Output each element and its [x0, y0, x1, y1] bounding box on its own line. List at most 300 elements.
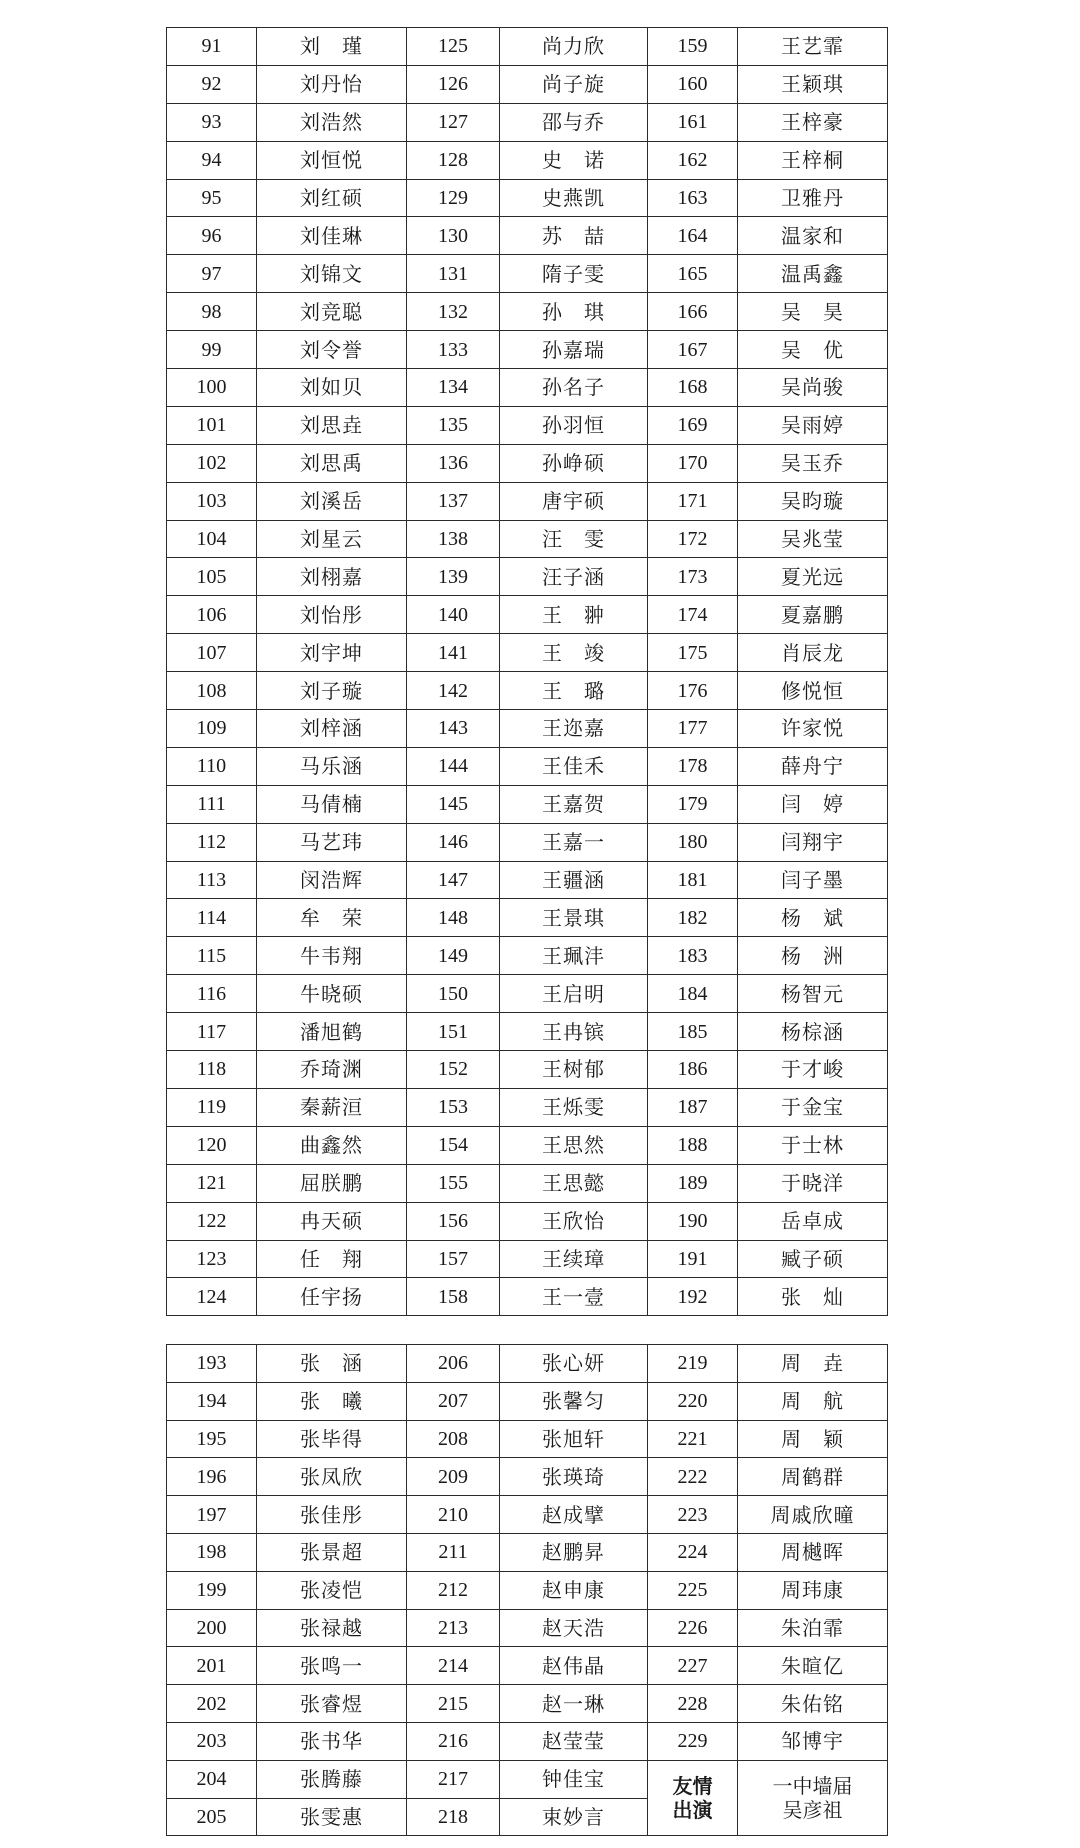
entry-number: 164 — [648, 217, 738, 255]
roster-table-2 — [166, 1344, 888, 1836]
entry-number: 142 — [407, 672, 500, 710]
entry-name: 臧子硕 — [738, 1240, 888, 1278]
entry-name: 苏 喆 — [500, 217, 648, 255]
table-row — [167, 1013, 888, 1051]
entry-number: 98 — [167, 293, 257, 331]
entry-name: 王烁雯 — [500, 1088, 648, 1126]
entry-name: 薛舟宁 — [738, 747, 888, 785]
entry-name: 于晓洋 — [738, 1164, 888, 1202]
guest-appearance-note-line: 一中墙届 — [772, 1774, 853, 1799]
entry-number: 100 — [167, 369, 257, 407]
entry-number: 177 — [648, 710, 738, 748]
entry-name: 修悦恒 — [738, 672, 888, 710]
table-row — [167, 1685, 888, 1723]
entry-name: 肖辰龙 — [738, 634, 888, 672]
entry-name: 刘佳琳 — [257, 217, 407, 255]
table-row — [167, 406, 888, 444]
entry-number: 155 — [407, 1164, 500, 1202]
entry-name: 周樾晖 — [738, 1533, 888, 1571]
entry-name: 王迩嘉 — [500, 710, 648, 748]
entry-number: 129 — [407, 179, 500, 217]
entry-number: 202 — [167, 1685, 257, 1723]
entry-number: 227 — [648, 1647, 738, 1685]
entry-number: 174 — [648, 596, 738, 634]
entry-name: 张凌恺 — [257, 1571, 407, 1609]
entry-name: 赵鹏昇 — [500, 1533, 648, 1571]
table-row — [167, 710, 888, 748]
entry-number: 162 — [648, 141, 738, 179]
entry-number: 119 — [167, 1088, 257, 1126]
entry-name: 屈朕鹏 — [257, 1164, 407, 1202]
entry-number: 173 — [648, 558, 738, 596]
table-row — [167, 747, 888, 785]
entry-name: 张佳彤 — [257, 1496, 407, 1534]
entry-number: 111 — [167, 785, 257, 823]
entry-name: 赵一琳 — [500, 1685, 648, 1723]
entry-number: 125 — [407, 28, 500, 66]
entry-number: 209 — [407, 1458, 500, 1496]
entry-number: 165 — [648, 255, 738, 293]
entry-name: 朱泊霏 — [738, 1609, 888, 1647]
entry-number: 160 — [648, 65, 738, 103]
entry-name: 牛韦翔 — [257, 937, 407, 975]
guest-appearance-label-line: 出演 — [672, 1798, 713, 1823]
entry-number: 124 — [167, 1278, 257, 1316]
table-row — [167, 899, 888, 937]
table-row — [167, 1126, 888, 1164]
entry-name: 唐宇硕 — [500, 482, 648, 520]
entry-number: 176 — [648, 672, 738, 710]
entry-number: 175 — [648, 634, 738, 672]
entry-number: 102 — [167, 444, 257, 482]
entry-number: 211 — [407, 1533, 500, 1571]
entry-number: 178 — [648, 747, 738, 785]
entry-number: 150 — [407, 975, 500, 1013]
table-row — [167, 975, 888, 1013]
entry-name: 杨 洲 — [738, 937, 888, 975]
entry-number: 182 — [648, 899, 738, 937]
entry-number: 121 — [167, 1164, 257, 1202]
table-row — [167, 1240, 888, 1278]
entry-number: 186 — [648, 1051, 738, 1089]
entry-number: 228 — [648, 1685, 738, 1723]
entry-name: 于才峻 — [738, 1051, 888, 1089]
entry-number: 159 — [648, 28, 738, 66]
entry-number: 201 — [167, 1647, 257, 1685]
entry-name: 尚子旋 — [500, 65, 648, 103]
entry-number: 116 — [167, 975, 257, 1013]
entry-name: 刘思禹 — [257, 444, 407, 482]
entry-name: 邹博宇 — [738, 1722, 888, 1760]
entry-name: 许家悦 — [738, 710, 888, 748]
entry-number: 127 — [407, 103, 500, 141]
entry-name: 周 颖 — [738, 1420, 888, 1458]
table-row — [167, 255, 888, 293]
entry-name: 刘红硕 — [257, 179, 407, 217]
entry-number: 105 — [167, 558, 257, 596]
entry-name: 王疆涵 — [500, 861, 648, 899]
entry-number: 132 — [407, 293, 500, 331]
entry-name: 马倩楠 — [257, 785, 407, 823]
entry-number: 153 — [407, 1088, 500, 1126]
entry-name: 闵浩辉 — [257, 861, 407, 899]
entry-name: 周玮康 — [738, 1571, 888, 1609]
entry-name: 马乐涵 — [257, 747, 407, 785]
table-row — [167, 1647, 888, 1685]
entry-name: 温家和 — [738, 217, 888, 255]
entry-number: 131 — [407, 255, 500, 293]
entry-name: 刘锦文 — [257, 255, 407, 293]
entry-number: 213 — [407, 1609, 500, 1647]
entry-number: 137 — [407, 482, 500, 520]
entry-number: 195 — [167, 1420, 257, 1458]
entry-number: 163 — [648, 179, 738, 217]
table-row — [167, 1533, 888, 1571]
table-row — [167, 1051, 888, 1089]
entry-name: 张 灿 — [738, 1278, 888, 1316]
entry-number: 110 — [167, 747, 257, 785]
entry-number: 218 — [407, 1798, 500, 1836]
entry-name: 闫 婷 — [738, 785, 888, 823]
entry-number: 229 — [648, 1722, 738, 1760]
guest-appearance-label-line: 友情 — [672, 1774, 713, 1799]
table-row — [167, 331, 888, 369]
entry-number: 91 — [167, 28, 257, 66]
entry-name: 王思懿 — [500, 1164, 648, 1202]
entry-name: 于士林 — [738, 1126, 888, 1164]
entry-name: 束妙言 — [500, 1798, 648, 1836]
entry-name: 刘溪岳 — [257, 482, 407, 520]
entry-number: 224 — [648, 1533, 738, 1571]
table-row — [167, 28, 888, 66]
entry-number: 184 — [648, 975, 738, 1013]
table-row — [167, 482, 888, 520]
entry-name: 王景琪 — [500, 899, 648, 937]
entry-name: 曲鑫然 — [257, 1126, 407, 1164]
entry-number: 208 — [407, 1420, 500, 1458]
table-row — [167, 444, 888, 482]
entry-name: 王嘉贺 — [500, 785, 648, 823]
entry-name: 刘如贝 — [257, 369, 407, 407]
table-row — [167, 179, 888, 217]
entry-name: 周 垚 — [738, 1345, 888, 1383]
roster-table-1-body — [167, 28, 888, 1316]
table-row — [167, 823, 888, 861]
entry-number: 179 — [648, 785, 738, 823]
entry-name: 张禄越 — [257, 1609, 407, 1647]
table-row — [167, 141, 888, 179]
entry-number: 171 — [648, 482, 738, 520]
entry-number: 117 — [167, 1013, 257, 1051]
entry-number: 148 — [407, 899, 500, 937]
table-row — [167, 596, 888, 634]
entry-number: 138 — [407, 520, 500, 558]
table-row — [167, 1496, 888, 1534]
entry-number: 172 — [648, 520, 738, 558]
entry-name: 尚力欣 — [500, 28, 648, 66]
entry-number: 187 — [648, 1088, 738, 1126]
entry-name: 卫雅丹 — [738, 179, 888, 217]
entry-number: 94 — [167, 141, 257, 179]
entry-name: 钟佳宝 — [500, 1760, 648, 1798]
entry-name: 冉天硕 — [257, 1202, 407, 1240]
entry-number: 183 — [648, 937, 738, 975]
entry-name: 牛晓硕 — [257, 975, 407, 1013]
entry-name: 张 涵 — [257, 1345, 407, 1383]
entry-name: 张腾藤 — [257, 1760, 407, 1798]
entry-number: 206 — [407, 1345, 500, 1383]
entry-number: 92 — [167, 65, 257, 103]
entry-number: 214 — [407, 1647, 500, 1685]
entry-name: 王思然 — [500, 1126, 648, 1164]
table-row — [167, 1760, 888, 1798]
table-row — [167, 369, 888, 407]
entry-name: 张雯惠 — [257, 1798, 407, 1836]
entry-number: 222 — [648, 1458, 738, 1496]
entry-number: 216 — [407, 1722, 500, 1760]
entry-number: 181 — [648, 861, 738, 899]
entry-name: 吴昀璇 — [738, 482, 888, 520]
entry-number: 141 — [407, 634, 500, 672]
entry-number: 200 — [167, 1609, 257, 1647]
entry-name: 刘令誉 — [257, 331, 407, 369]
entry-number: 113 — [167, 861, 257, 899]
entry-number: 215 — [407, 1685, 500, 1723]
entry-name: 刘思垚 — [257, 406, 407, 444]
entry-number: 135 — [407, 406, 500, 444]
entry-number: 140 — [407, 596, 500, 634]
entry-number: 191 — [648, 1240, 738, 1278]
entry-number: 136 — [407, 444, 500, 482]
entry-name: 秦薪洹 — [257, 1088, 407, 1126]
entry-name: 王 璐 — [500, 672, 648, 710]
entry-number: 157 — [407, 1240, 500, 1278]
entry-name: 刘栩嘉 — [257, 558, 407, 596]
entry-number: 133 — [407, 331, 500, 369]
entry-name: 汪 雯 — [500, 520, 648, 558]
entry-number: 188 — [648, 1126, 738, 1164]
entry-number: 217 — [407, 1760, 500, 1798]
entry-number: 103 — [167, 482, 257, 520]
entry-number: 204 — [167, 1760, 257, 1798]
entry-name: 朱暄亿 — [738, 1647, 888, 1685]
entry-number: 199 — [167, 1571, 257, 1609]
table-row — [167, 1278, 888, 1316]
entry-name: 杨 斌 — [738, 899, 888, 937]
entry-name: 张馨匀 — [500, 1382, 648, 1420]
entry-number: 96 — [167, 217, 257, 255]
entry-number: 143 — [407, 710, 500, 748]
entry-name: 张 曦 — [257, 1382, 407, 1420]
entry-number: 223 — [648, 1496, 738, 1534]
entry-name: 刘子璇 — [257, 672, 407, 710]
roster-table-1 — [166, 27, 888, 1316]
entry-number: 192 — [648, 1278, 738, 1316]
entry-number: 167 — [648, 331, 738, 369]
entry-name: 王冉镔 — [500, 1013, 648, 1051]
entry-name: 张景超 — [257, 1533, 407, 1571]
table-row — [167, 293, 888, 331]
table-row — [167, 1088, 888, 1126]
entry-number: 139 — [407, 558, 500, 596]
entry-name: 于金宝 — [738, 1088, 888, 1126]
entry-number: 106 — [167, 596, 257, 634]
entry-number: 158 — [407, 1278, 500, 1316]
entry-number: 107 — [167, 634, 257, 672]
entry-number: 109 — [167, 710, 257, 748]
entry-number: 190 — [648, 1202, 738, 1240]
entry-name: 王树郁 — [500, 1051, 648, 1089]
entry-name: 任宇扬 — [257, 1278, 407, 1316]
entry-name: 张毕得 — [257, 1420, 407, 1458]
entry-number: 115 — [167, 937, 257, 975]
table-row — [167, 1609, 888, 1647]
entry-name: 隋子雯 — [500, 255, 648, 293]
entry-name: 孙羽恒 — [500, 406, 648, 444]
entry-number: 210 — [407, 1496, 500, 1534]
entry-number: 149 — [407, 937, 500, 975]
table-row — [167, 103, 888, 141]
entry-name: 吴 优 — [738, 331, 888, 369]
entry-name: 刘浩然 — [257, 103, 407, 141]
table-row — [167, 785, 888, 823]
entry-name: 张心妍 — [500, 1345, 648, 1383]
entry-number: 122 — [167, 1202, 257, 1240]
entry-name: 刘星云 — [257, 520, 407, 558]
entry-name: 张鸣一 — [257, 1647, 407, 1685]
table-row — [167, 1202, 888, 1240]
entry-name: 刘恒悦 — [257, 141, 407, 179]
entry-number: 146 — [407, 823, 500, 861]
entry-number: 225 — [648, 1571, 738, 1609]
guest-appearance-note — [738, 1760, 888, 1836]
table-row — [167, 520, 888, 558]
entry-number: 180 — [648, 823, 738, 861]
entry-name: 王佳禾 — [500, 747, 648, 785]
guest-appearance-note-line: 吴彦祖 — [782, 1798, 843, 1823]
entry-name: 闫子墨 — [738, 861, 888, 899]
entry-name: 周戚欣曈 — [738, 1496, 888, 1534]
entry-name: 王启明 — [500, 975, 648, 1013]
entry-number: 99 — [167, 331, 257, 369]
entry-number: 212 — [407, 1571, 500, 1609]
entry-name: 王 竣 — [500, 634, 648, 672]
entry-number: 196 — [167, 1458, 257, 1496]
entry-number: 193 — [167, 1345, 257, 1383]
entry-name: 赵申康 — [500, 1571, 648, 1609]
entry-name: 杨智元 — [738, 975, 888, 1013]
entry-name: 孙嘉瑞 — [500, 331, 648, 369]
entry-number: 221 — [648, 1420, 738, 1458]
table-row — [167, 672, 888, 710]
entry-number: 112 — [167, 823, 257, 861]
entry-name: 闫翔宇 — [738, 823, 888, 861]
entry-number: 97 — [167, 255, 257, 293]
entry-number: 156 — [407, 1202, 500, 1240]
entry-number: 203 — [167, 1722, 257, 1760]
entry-number: 126 — [407, 65, 500, 103]
table-row — [167, 861, 888, 899]
entry-name: 潘旭鹤 — [257, 1013, 407, 1051]
entry-number: 104 — [167, 520, 257, 558]
entry-name: 王 翀 — [500, 596, 648, 634]
entry-number: 198 — [167, 1533, 257, 1571]
table-row — [167, 1571, 888, 1609]
entry-name: 王嘉一 — [500, 823, 648, 861]
entry-number: 130 — [407, 217, 500, 255]
entry-name: 吴雨婷 — [738, 406, 888, 444]
table-row — [167, 217, 888, 255]
entry-number: 118 — [167, 1051, 257, 1089]
entry-number: 114 — [167, 899, 257, 937]
entry-number: 120 — [167, 1126, 257, 1164]
table-row — [167, 1345, 888, 1383]
entry-number: 169 — [648, 406, 738, 444]
entry-name: 赵莹莹 — [500, 1722, 648, 1760]
entry-number: 170 — [648, 444, 738, 482]
entry-number: 226 — [648, 1609, 738, 1647]
entry-name: 吴尚骏 — [738, 369, 888, 407]
entry-number: 108 — [167, 672, 257, 710]
guest-appearance-label — [648, 1760, 738, 1836]
entry-name: 刘梓涵 — [257, 710, 407, 748]
entry-name: 王梓豪 — [738, 103, 888, 141]
entry-name: 王珮沣 — [500, 937, 648, 975]
entry-name: 孙峥硕 — [500, 444, 648, 482]
entry-number: 152 — [407, 1051, 500, 1089]
entry-name: 周鹤群 — [738, 1458, 888, 1496]
entry-number: 205 — [167, 1798, 257, 1836]
entry-number: 144 — [407, 747, 500, 785]
roster-table-2-body — [167, 1345, 888, 1836]
entry-name: 邵与乔 — [500, 103, 648, 141]
entry-name: 王一壹 — [500, 1278, 648, 1316]
entry-name: 张瑛琦 — [500, 1458, 648, 1496]
table-row — [167, 937, 888, 975]
entry-name: 王欣怡 — [500, 1202, 648, 1240]
table-row — [167, 558, 888, 596]
entry-name: 夏光远 — [738, 558, 888, 596]
entry-name: 朱佑铭 — [738, 1685, 888, 1723]
entry-name: 刘宇坤 — [257, 634, 407, 672]
entry-number: 207 — [407, 1382, 500, 1420]
entry-name: 刘 瑾 — [257, 28, 407, 66]
table-row — [167, 1420, 888, 1458]
entry-name: 孙名子 — [500, 369, 648, 407]
table-row — [167, 1458, 888, 1496]
entry-number: 95 — [167, 179, 257, 217]
table-row — [167, 1164, 888, 1202]
entry-name: 赵成擘 — [500, 1496, 648, 1534]
entry-number: 154 — [407, 1126, 500, 1164]
entry-name: 张旭轩 — [500, 1420, 648, 1458]
entry-name: 张睿煜 — [257, 1685, 407, 1723]
entry-name: 刘丹怡 — [257, 65, 407, 103]
entry-name: 史 诺 — [500, 141, 648, 179]
entry-number: 93 — [167, 103, 257, 141]
entry-name: 王续璋 — [500, 1240, 648, 1278]
entry-number: 123 — [167, 1240, 257, 1278]
entry-name: 吴兆莹 — [738, 520, 888, 558]
entry-number: 134 — [407, 369, 500, 407]
entry-number: 197 — [167, 1496, 257, 1534]
entry-number: 220 — [648, 1382, 738, 1420]
entry-name: 吴玉乔 — [738, 444, 888, 482]
entry-number: 151 — [407, 1013, 500, 1051]
table-row — [167, 1382, 888, 1420]
table-row — [167, 634, 888, 672]
entry-number: 166 — [648, 293, 738, 331]
